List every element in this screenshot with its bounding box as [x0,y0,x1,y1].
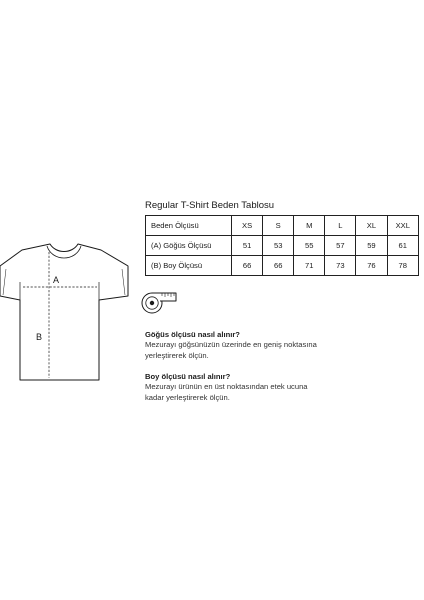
table-cell: 51 [232,236,263,256]
table-cell: 61 [387,236,419,256]
table-header-row [146,216,419,236]
chest-answer-line: yerleştirerek ölçün. [145,350,209,360]
chest-label: A [53,275,60,285]
table-cell: 57 [325,236,356,256]
length-answer-line: kadar yerleştirerek ölçün. [145,392,230,402]
header-size: XS [232,216,263,236]
length-label: B [36,332,43,342]
table-cell: 73 [325,256,356,276]
table-cell: 78 [387,256,419,276]
row-label: (A) Göğüs Ölçüsü [146,236,232,256]
header-size: XXL [387,216,419,236]
table-cell: 66 [232,256,263,276]
measuring-tape-icon [141,292,177,314]
length-instructions [145,372,415,403]
table-row [146,256,419,276]
size-chart-title: Regular T-Shirt Beden Tablosu [145,200,275,211]
chest-instructions [145,330,415,361]
header-label: Beden Ölçüsü [146,216,232,236]
table-cell: 53 [263,236,294,256]
tshirt-diagram [0,236,135,386]
header-size: L [325,216,356,236]
header-size: XL [356,216,387,236]
length-answer-line: Mezurayı ürünün en üst noktasından etek ucuna [145,382,308,392]
table-cell: 71 [294,256,325,276]
size-table [145,215,419,276]
header-size: S [263,216,294,236]
row-label: (B) Boy Ölçüsü [146,256,232,276]
chest-question: Göğüs ölçüsü nasıl alınır? [145,330,240,339]
table-cell: 66 [263,256,294,276]
table-cell: 59 [356,236,387,256]
length-question: Boy ölçüsü nasıl alınır? [145,372,231,381]
table-cell: 76 [356,256,387,276]
table-row [146,236,419,256]
table-cell: 55 [294,236,325,256]
tshirt-outline [0,244,128,380]
header-size: M [294,216,325,236]
chest-answer-line: Mezurayı göğsünüzün üzerinde en geniş noktasına [145,340,317,350]
